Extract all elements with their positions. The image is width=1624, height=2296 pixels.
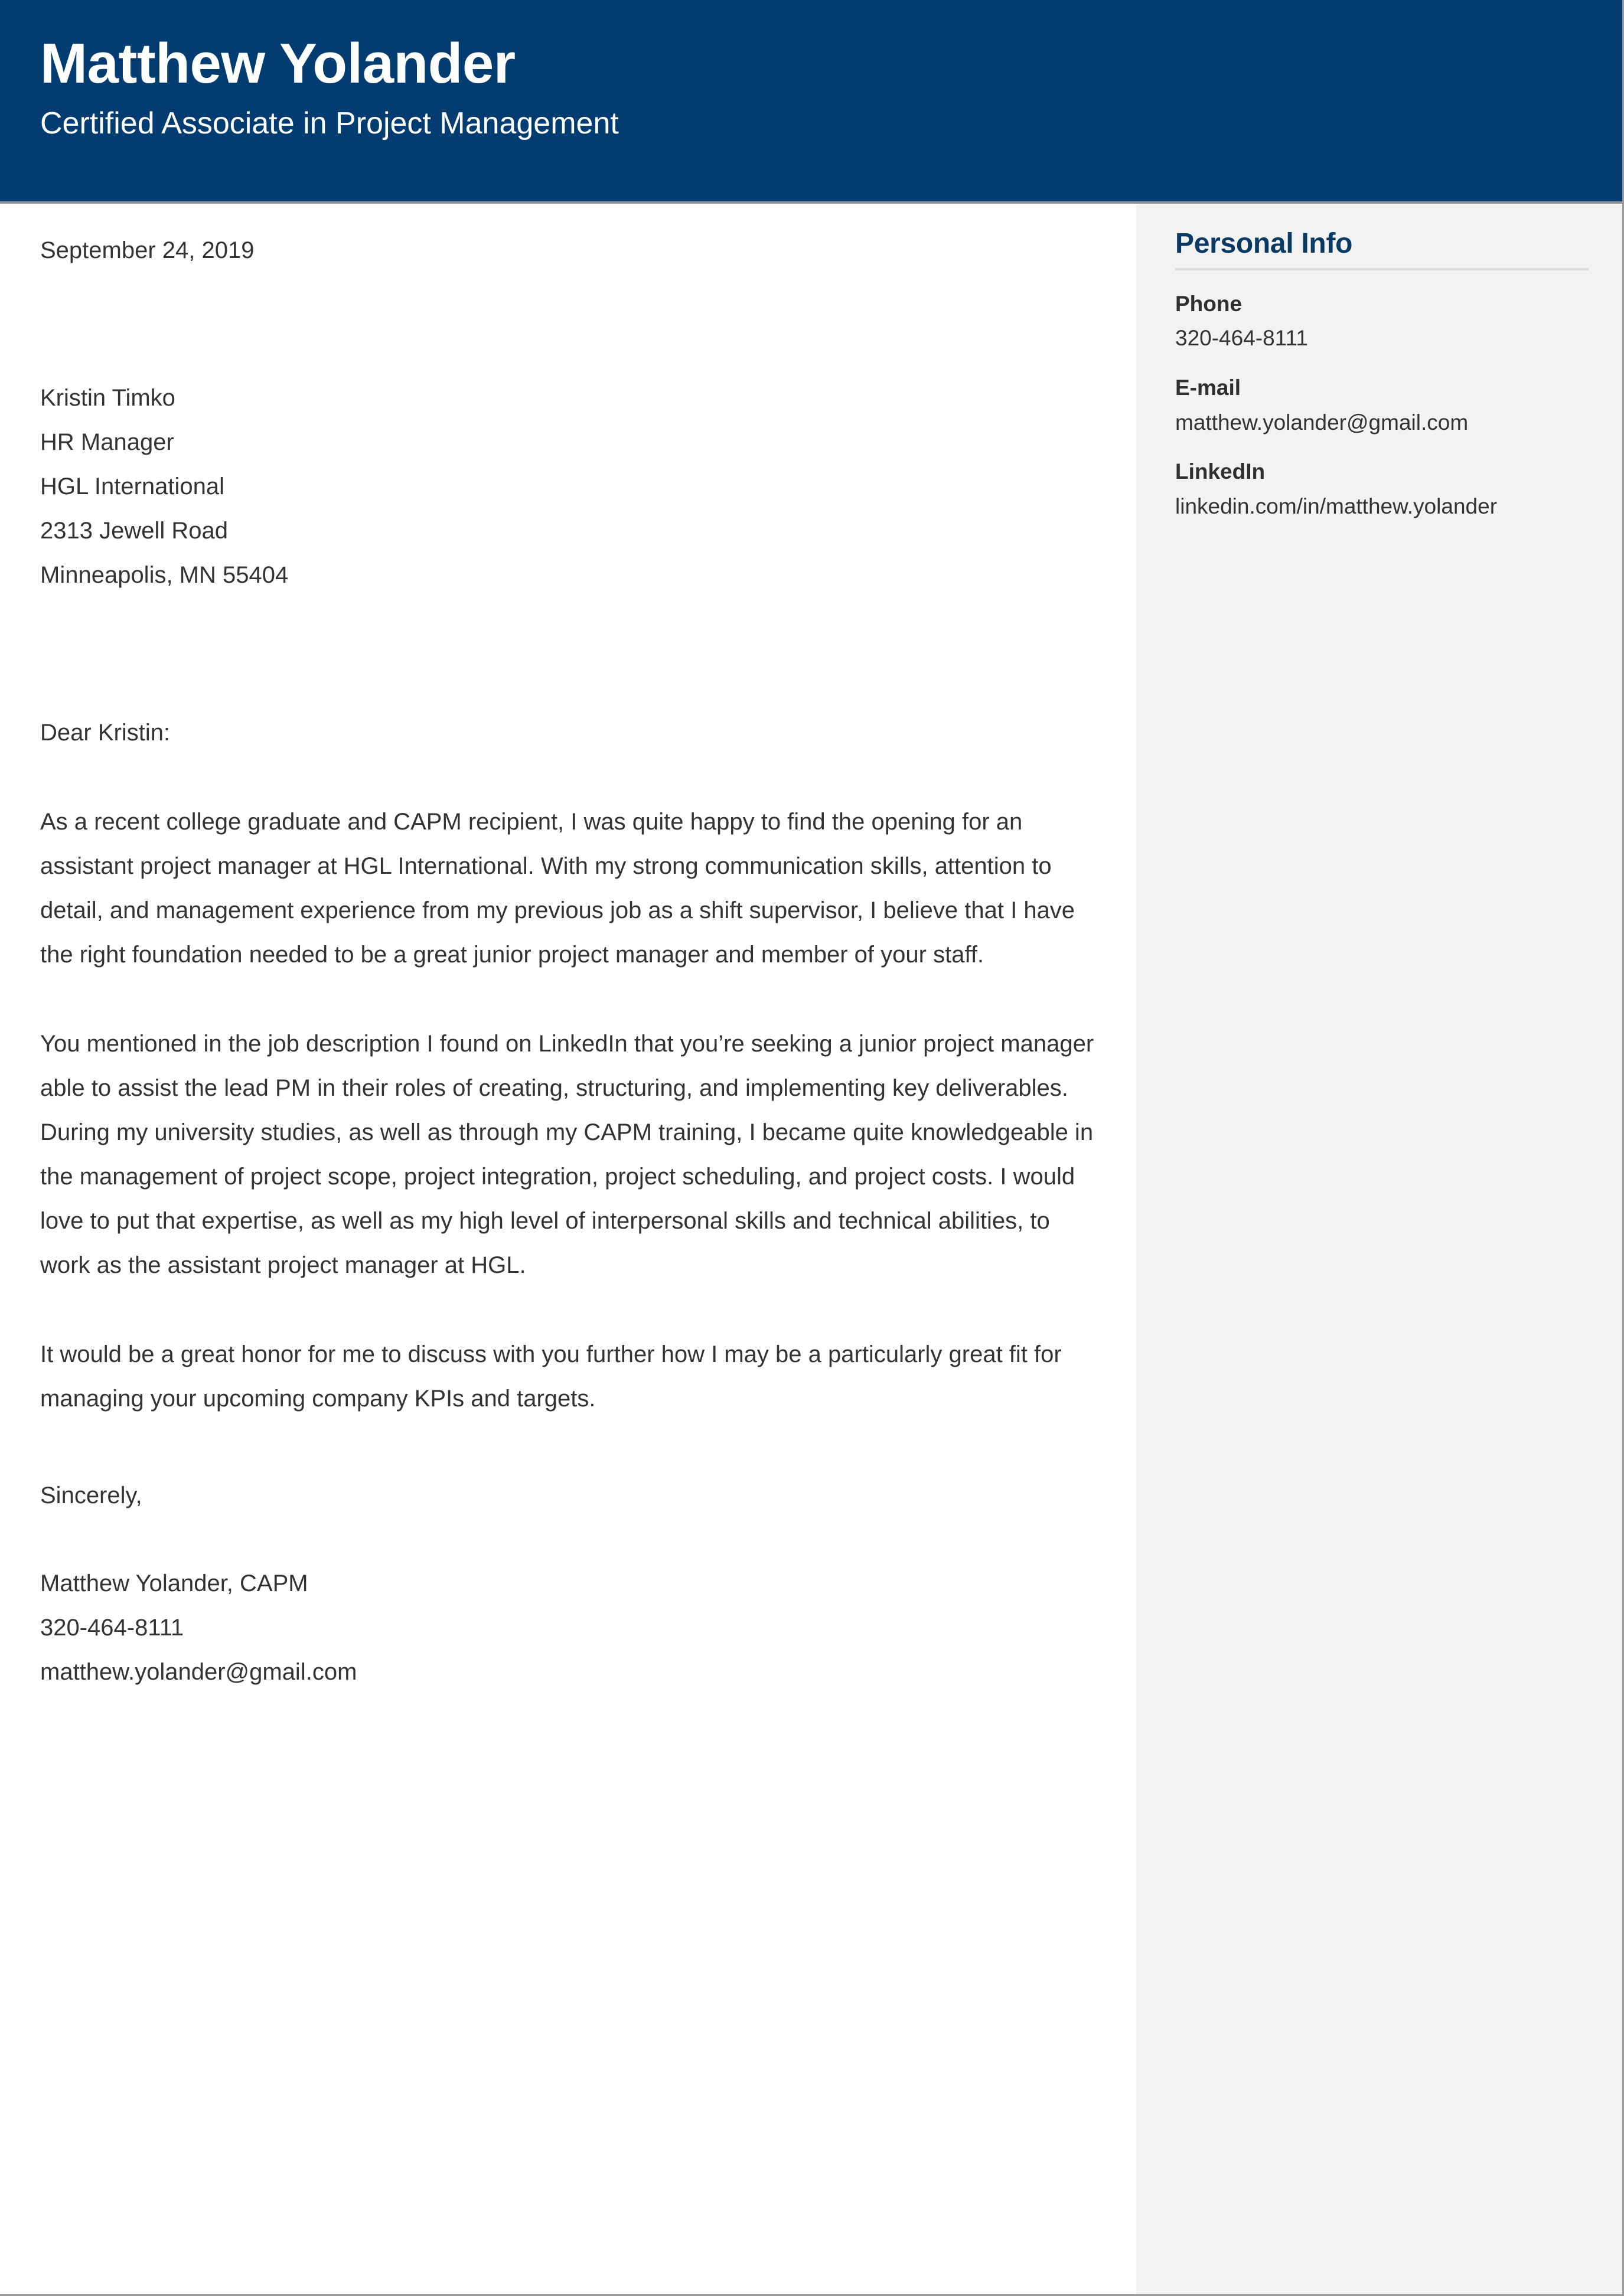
letter-paragraph: As a recent college graduate and CAPM recipient, I was quite happy to find the opening for an assistant project manager at HGL International. With my strong communication skills, attention to detail, and management experience from my previous job as a shift supervisor, I believe that I have the right foundation needed to be a great junior project manager and member of your staff. <box>40 809 1075 968</box>
signature-name: Matthew Yolander, CAPM <box>40 1570 308 1596</box>
letter-date: September 24, 2019 <box>40 237 255 263</box>
candidate-name: Matthew Yolander <box>40 32 516 95</box>
signature-phone: 320-464-8111 <box>40 1615 184 1641</box>
recipient-line: HGL International <box>40 473 225 499</box>
info-value-linkedin: linkedin.com/in/matthew.yolander <box>1175 494 1498 518</box>
info-group-email <box>1175 372 1589 439</box>
recipient-line: Minneapolis, MN 55404 <box>40 562 289 588</box>
recipient-address-block <box>40 376 1095 597</box>
letter-closing: Sincerely, <box>40 1482 142 1508</box>
sidebar-heading: Personal Info <box>1175 228 1353 259</box>
info-label: Phone <box>1175 291 1243 316</box>
sidebar-heading-divider <box>1175 268 1589 270</box>
recipient-line: HR Manager <box>40 429 174 455</box>
letter-paragraph: You mentioned in the job description I found on LinkedIn that you’re seeking a junior project manager able to assist the lead PM in their roles of creating, structuring, and implementing key deliverables. During my university studies, as well as through my CAPM training, I became quite knowledgeable in the management of project scope, project integration, project scheduling, and project costs. I would love to put that expertise, as well as my high level of interpersonal skills and technical abilities, to work as the assistant project manager at HGL. <box>40 1031 1094 1278</box>
signature-email: matthew.yolander@gmail.com <box>40 1659 357 1685</box>
signature-block <box>40 1562 1095 1694</box>
info-value-phone: 320-464-8111 <box>1175 326 1308 351</box>
document-header-banner <box>0 0 1624 204</box>
candidate-title: Certified Associate in Project Management <box>40 106 619 141</box>
info-label: LinkedIn <box>1175 459 1266 484</box>
recipient-line: Kristin Timko <box>40 385 175 411</box>
letter-salutation: Dear Kristin: <box>40 720 171 746</box>
info-value-email: matthew.yolander@gmail.com <box>1175 410 1469 435</box>
recipient-line: 2313 Jewell Road <box>40 518 228 544</box>
letter-paragraph: It would be a great honor for me to discuss with you further how I may be a particularly great fit for managing your upcoming company KPIs and targets. <box>40 1341 1062 1412</box>
info-group-linkedin <box>1175 456 1589 522</box>
info-group-phone <box>1175 288 1589 355</box>
personal-info-sidebar <box>1136 204 1624 2296</box>
document-body <box>0 204 1624 2296</box>
info-label: E-mail <box>1175 375 1241 400</box>
cover-letter-column <box>0 204 1136 2296</box>
